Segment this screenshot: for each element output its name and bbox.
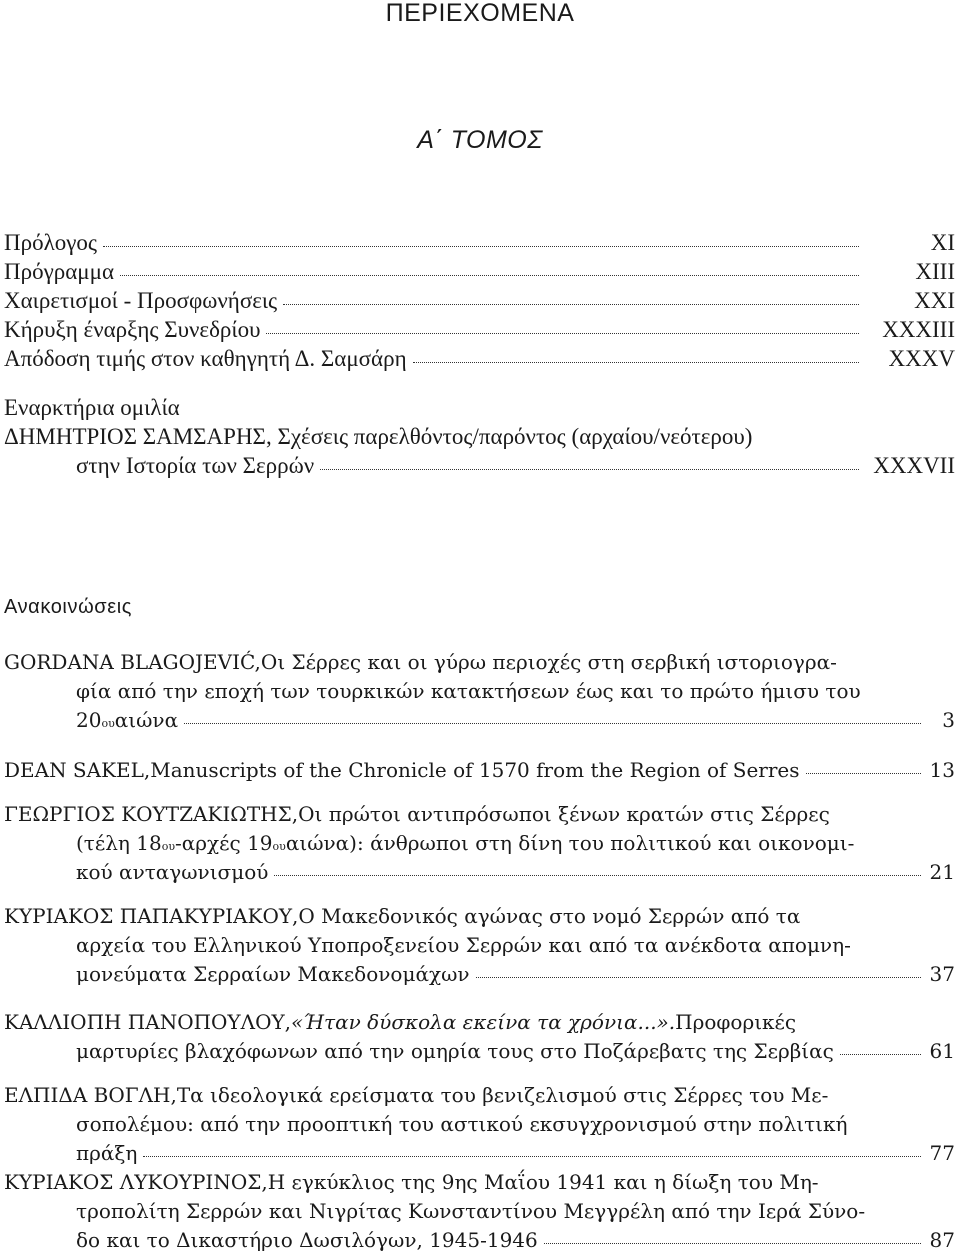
page-number: 21 — [929, 860, 955, 884]
entry-title: Οι πρώτοι αντιπρόσωποι ξένων κρατών στις Σέρρες — [298, 802, 830, 826]
entry-title-continued: δο και το Δικαστήριο Δωσιλόγων, 1945-1946 — [76, 1228, 538, 1252]
entry-title: Κήρυξη έναρξης Συνεδρίου — [4, 317, 261, 342]
toc-entry[interactable] — [4, 1081, 955, 1168]
entry-title-quote: «Ήταν δύσκολα εκείνα τα χρόνια...». — [291, 1010, 676, 1034]
volume-heading: Α΄ ΤΟΜΟΣ — [417, 126, 543, 154]
toc-entry[interactable] — [4, 228, 955, 257]
toc-entry[interactable] — [4, 1008, 955, 1066]
dot-leader — [184, 723, 921, 724]
entry-title: Χαιρετισμοί - Προσφωνήσεις — [4, 288, 278, 313]
toc-entry[interactable] — [4, 344, 955, 373]
toc-entry[interactable] — [4, 756, 955, 785]
entry-title-continued: στην Ιστορία των Σερρών — [76, 453, 315, 478]
page-number: 87 — [929, 1228, 955, 1252]
entry-author: ΚΥΡΙΑΚΟΣ ΛΥΚΟΥΡΙΝΟΣ, — [4, 1170, 268, 1194]
page-number: XXXVII — [873, 453, 955, 478]
page-title: ΠΕΡΙΕΧΟΜΕΝΑ — [385, 0, 575, 27]
entry-title: Ο Μακεδονικός αγώνας στο νομό Σερρών από τα — [298, 904, 801, 928]
dot-leader — [413, 362, 859, 363]
entry-title-continued: τροπολίτη Σερρών και Νιγρίτας Κωνσταντίνου Μεγγρέλη από την Ιερά Σύνο- — [76, 1199, 866, 1223]
entry-author: GORDANA BLAGOJEVIĆ, — [4, 650, 261, 674]
entry-title-continued: αιώνα): άνθρωποι στη δίνη του πολιτικού και οικονομι- — [285, 831, 855, 855]
entry-title-continued: σοπολέμου: από την προοπτική του αστικού εκσυγχρονισμού στην πολιτική — [76, 1112, 848, 1136]
entry-title: Πρόλογος — [4, 230, 98, 255]
entry-title: Τα ιδεολογικά ερείσματα του βενιζελισμού στις Σέρρες του Με- — [176, 1083, 829, 1107]
toc-entry[interactable] — [4, 286, 955, 315]
dot-leader — [274, 875, 921, 876]
dot-leader — [476, 977, 921, 978]
dot-leader — [320, 469, 859, 470]
toc-entry[interactable] — [4, 315, 955, 344]
page-number: 37 — [929, 962, 955, 986]
entry-title: Η εγκύκλιος της 9ης Μαΐου 1941 και η δίωξη του Μη- — [267, 1170, 819, 1194]
entry-author: ΓΕΩΡΓΙΟΣ ΚΟΥΤΖΑΚΙΩΤΗΣ, — [4, 802, 299, 826]
entry-author: DEAN SAKEL, — [4, 758, 151, 782]
toc-entry — [4, 393, 955, 422]
page-number: 61 — [929, 1039, 955, 1063]
entry-title-continued: -αρχές 19 — [175, 831, 273, 855]
entry-title-continued: (τέλη 18 — [76, 831, 162, 855]
toc-entry[interactable] — [4, 902, 955, 989]
entry-title: Οι Σέρρες και οι γύρω περιοχές στη σερβική ιστοριογρα- — [260, 650, 837, 674]
dot-leader — [266, 333, 859, 334]
toc-entry[interactable] — [4, 422, 955, 480]
dot-leader — [283, 304, 859, 305]
page-number: 77 — [929, 1141, 955, 1165]
page-number: XI — [930, 230, 955, 255]
toc-entry[interactable]: ΓΕΩΡΓΙΟΣ ΚΟΥΤΖΑΚΙΩΤΗΣ, Οι πρώτοι αντιπρόσωποι ξένων κρατών στις Σέρρες (τέλη 18 ου -αρχές 19 ου αιώνα): άνθρωποι στη δίνη του πολιτικού και οικονομι- κού ανταγωνισμού 21 — [4, 800, 955, 887]
entry-title-continued: μονεύματα Σερραίων Μακεδονομάχων — [76, 962, 470, 986]
page-number: XIII — [915, 259, 955, 284]
entry-title: Εναρκτήρια ομιλία — [4, 395, 180, 420]
page-number: XXXIII — [882, 317, 955, 342]
dot-leader — [143, 1156, 921, 1157]
entry-author: ΚΥΡΙΑΚΟΣ ΠΑΠΑΚΥΡΙΑΚΟΥ, — [4, 904, 299, 928]
section-label: Ανακοινώσεις — [4, 596, 133, 618]
toc-entry[interactable] — [4, 257, 955, 286]
entry-title-continued: 20 — [76, 708, 102, 732]
entry-title: Προφορικές — [675, 1010, 797, 1034]
entry-title-continued: αιώνα — [114, 708, 179, 732]
entry-author: ΚΑΛΛΙΟΠΗ ΠΑΝΟΠΟΥΛΟΥ, — [4, 1010, 292, 1034]
entry-title-continued: κού ανταγωνισμού — [76, 860, 269, 884]
entry-title-continued: φία από την εποχή των τουρκικών κατακτήσεων έως και το πρώτο ήμισυ του — [76, 679, 861, 703]
dot-leader — [840, 1054, 921, 1055]
entry-author: ΕΛΠΙΔΑ ΒΟΓΛΗ, — [4, 1083, 177, 1107]
dot-leader — [806, 773, 921, 774]
entry-title: Απόδοση τιμής στον καθηγητή Δ. Σαμσάρη — [4, 346, 407, 371]
dot-leader — [120, 275, 859, 276]
entry-title-continued: μαρτυρίες βλαχόφωνων από την ομηρία τους στο Ποζάρεβατς της Σερβίας — [76, 1039, 834, 1063]
entry-title: ΔΗΜΗΤΡΙΟΣ ΣΑΜΣΑΡΗΣ, Σχέσεις παρελθόντος/παρόντος (αρχαίου/νεότερου) — [4, 424, 753, 449]
page-number: XXI — [914, 288, 955, 313]
dot-leader — [103, 246, 859, 247]
toc-entry[interactable]: GORDANA BLAGOJEVIĆ, Οι Σέρρες και οι γύρω περιοχές στη σερβική ιστοριογρα- φία από την εποχή των τουρκικών κατακτήσεων έως και το πρώτο ήμισυ του 20 ου αιώνα 3 — [4, 648, 955, 735]
entry-title: Manuscripts of the Chronicle of 1570 from the Region of Serres — [150, 758, 800, 782]
entry-title-continued: πράξη — [76, 1141, 138, 1165]
toc-entry[interactable] — [4, 1168, 955, 1255]
page-number: 3 — [942, 708, 955, 732]
page-number: 13 — [929, 758, 955, 782]
entry-title-continued: αρχεία του Ελληνικού Υποπροξενείου Σερρών και από τα ανέκδοτα απομνη- — [76, 933, 851, 957]
entry-title: Πρόγραμμα — [4, 259, 114, 284]
page-number: XXXV — [888, 346, 955, 371]
dot-leader — [544, 1243, 921, 1244]
